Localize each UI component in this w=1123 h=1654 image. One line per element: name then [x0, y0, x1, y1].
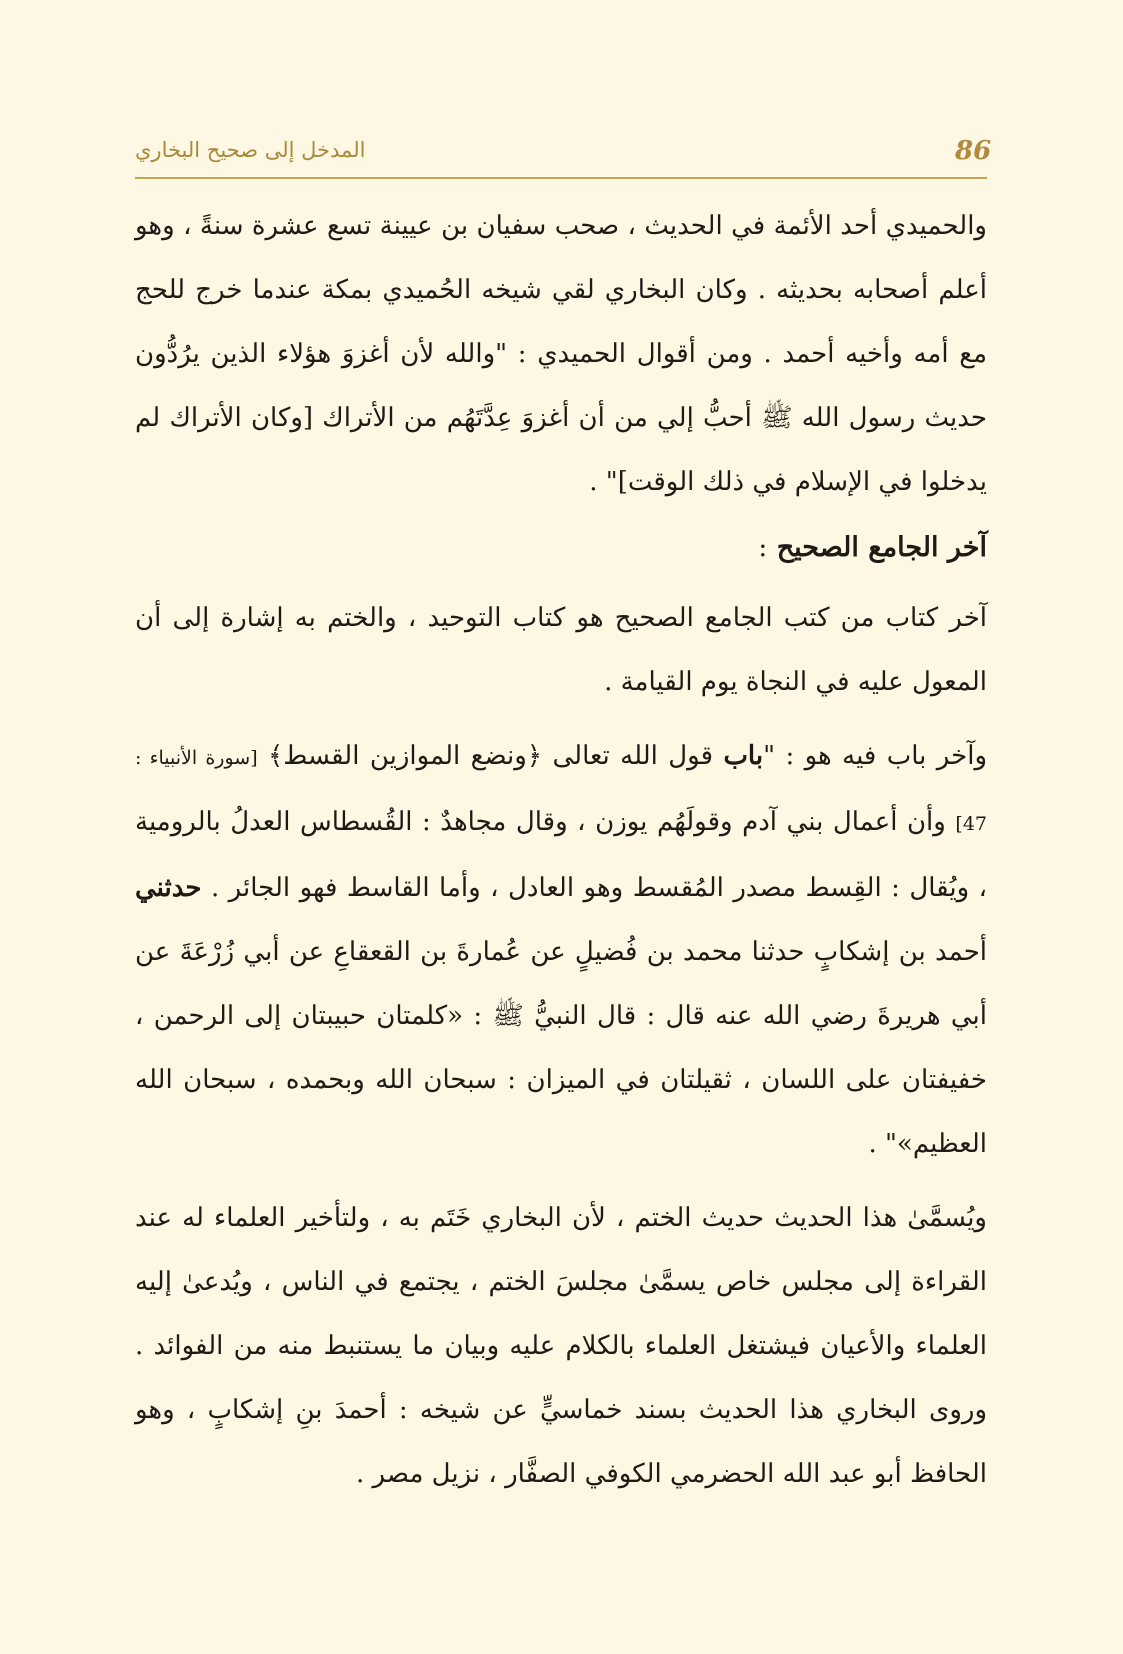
header-rule — [135, 177, 987, 179]
paragraph-last-chapter — [135, 724, 987, 1176]
section-heading — [135, 516, 987, 580]
chapter-title: قول الله تعالى ﴿ونضع الموازين القسط﴾ — [257, 741, 724, 771]
chapter-explanation: وأن أعمال بني آدم وقولَهُم يوزن ، وقال مجاهدٌ : القُسطاس العدلُ بالرومية ، ويُقال : القِسط مصدر المُقسط وهو العادل ، وأما القاسط فهو الجائر . — [135, 807, 987, 903]
page — [135, 130, 992, 1506]
bab-word: باب — [723, 741, 764, 771]
page-number: 86 — [955, 136, 992, 166]
paragraph-last-book: آخر كتاب من كتب الجامع الصحيح هو كتاب التوحيد ، والختم به إشارة إلى أن المعول عليه في النجاة يوم القيامة . — [135, 603, 987, 697]
section-heading-text: آخر الجامع الصحيح — [776, 532, 987, 563]
surah-reference: [سورة الأنبياء : 47] — [135, 747, 987, 835]
hadith-text: أحمد بن إشكابٍ حدثنا محمد بن فُضيلٍ عن عُمارةَ بن القعقاعِ عن أبي زُرْعَةَ عن أبي هريرةَ رضي الله عنه قال : قال النبيُّ ﷺ : «كلمتان حبيبتان إلى الرحمن ، خفيفتان على اللسان ، ثقيلتان في الميزان : سبحان الله وبحمده ، سبحان الله العظيم»" . — [135, 937, 987, 1159]
page-body — [135, 194, 987, 1506]
running-header — [135, 130, 992, 174]
paragraph-hadith-khatm: ويُسمَّىٰ هذا الحديث حديث الختم ، لأن البخاري خَتَم به ، ولتأخير العلماء له عند القراءة إلى مجلس خاص يسمَّىٰ مجلسَ الختم ، يجتمع في الناس ، ويُدعىٰ إليه العلماء والأعيان فيشتغل العلماء بالكلام عليه وبيان ما يستنبط منه من الفوائد . وروى البخاري هذا الحديث بسند خماسيٍّ عن شيخه : أحمدَ بنِ إشكابٍ ، وهو الحافظ أبو عبد الله الحضرمي الكوفي الصفَّار ، نزيل مصر . — [135, 1203, 987, 1489]
section-heading-colon: : — [758, 532, 768, 563]
last-chapter-intro: وآخر باب فيه هو : " — [763, 741, 988, 771]
haddathani-word: حدثني — [135, 873, 202, 903]
book-title: المدخل إلى صحيح البخاري — [135, 138, 366, 162]
paragraph-humaydi: والحميدي أحد الأئمة في الحديث ، صحب سفيان بن عيينة تسع عشرة سنةً ، وهو أعلم أصحابه بحديثه . وكان البخاري لقي شيخه الحُميدي بمكة عندما خرج للحج مع أمه وأخيه أحمد . ومن أقوال الحميدي : "والله لأن أغزوَ هؤلاء الذين يرُدُّون حديث رسول الله ﷺ أحبُّ إلي من أن أغزوَ عِدَّتَهُم من الأتراك [وكان الأتراك لم يدخلوا في الإسلام في ذلك الوقت]" . — [135, 211, 987, 497]
